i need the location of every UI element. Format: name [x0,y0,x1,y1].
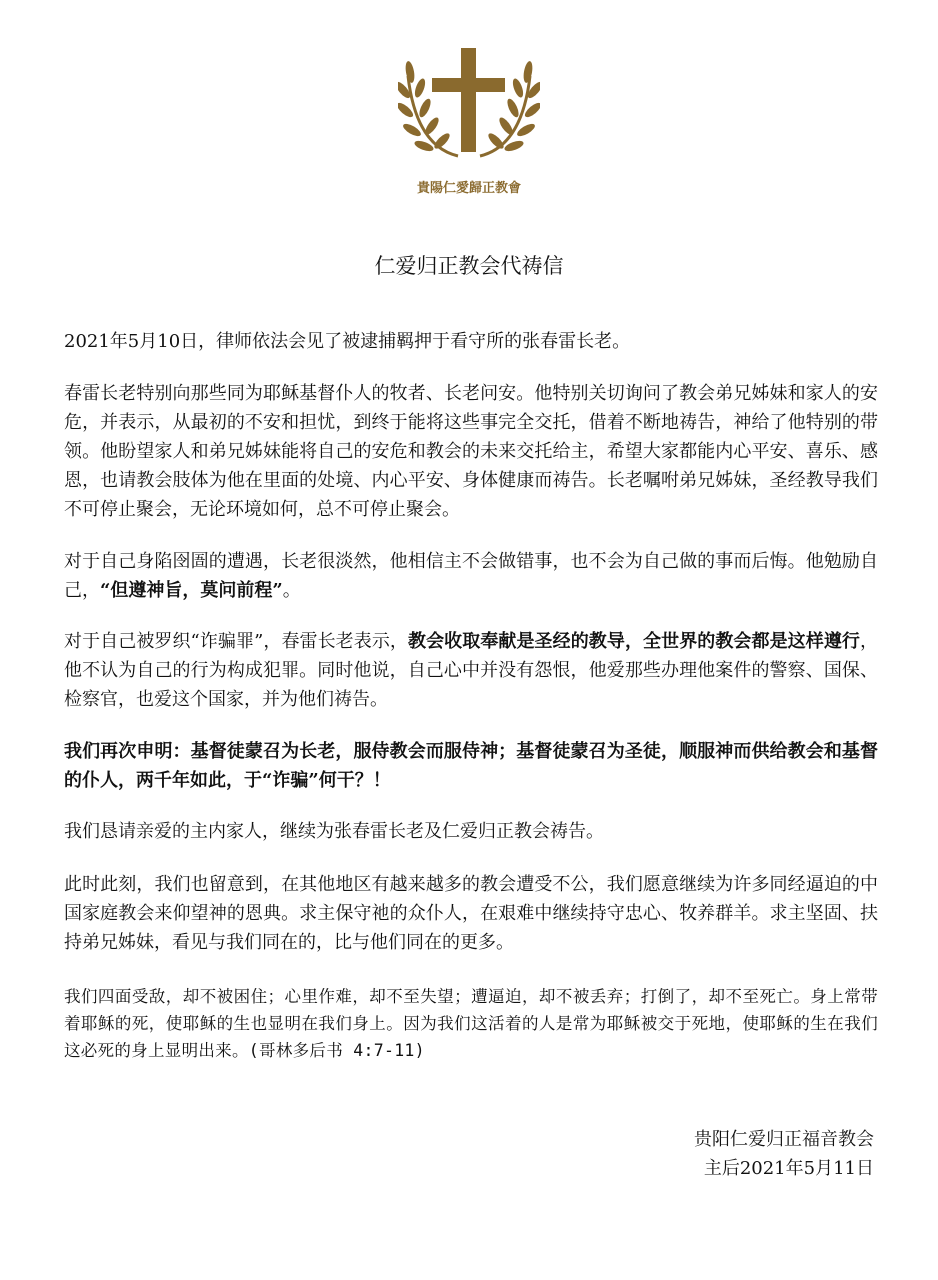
page-title: 仁爱归正教会代祷信 [374,254,564,278]
church-logo [398,46,540,196]
paragraph-3-end: 。 [282,580,301,601]
paragraph-4-rest: ，他不认为自己的行为构成犯罪。同时他说，自己心中并没有怨恨，他爱那些办理他案件的警察、国保、检察官，也爱这个国家，并为他们祷告。 [64,631,878,710]
paragraph-4-emphasis: 教会收取奉献是圣经的教导，全世界的教会都是这样遵行 [408,631,860,652]
paragraph-5-declaration: 我们再次申明：基督徒蒙召为长老，服侍教会而服侍神；基督徒蒙召为圣徒，顺服神而供给教会和基督的仆人，两千年如此，于“诈骗”何干？！ [64,741,878,791]
paragraph-4-text: 对于自己被罗织“诈骗罪”，春雷长老表示， [64,631,408,652]
paragraph-1: 2021年5月10日，律师依法会见了被逮捕羁押于看守所的张春雷长老。 [64,331,631,352]
cross-wreath-icon [398,46,540,196]
paragraph-3 [64,547,878,605]
logo-caption: 貴陽仁愛歸正教會 [416,181,522,196]
signature-church: 贵阳仁爱归正福音教会 [694,1129,874,1150]
scripture-quote: 我们四面受敌，却不被困住；心里作难，却不至失望；遭逼迫，却不被丢弃；打倒了，却不至死亡。身上常带着耶稣的死，使耶稣的生也显明在我们身上。因为我们这活着的人是常为耶稣被交于死地，使耶稣的生在我们这必死的身上显明出来。(哥林多后书 4:7-11) [64,987,878,1060]
paragraph-3-text: 对于自己身陷囹圄的遭遇，长老很淡然，他相信主不会做错事，也不会为自己做的事而后悔。他勉励自己， [64,551,878,601]
paragraph-7: 此时此刻，我们也留意到，在其他地区有越来越多的教会遭受不公，我们愿意继续为许多同经逼迫的中国家庭教会来仰望神的恩典。求主保守祂的众仆人，在艰难中继续持守忠心、牧养群羊。求主坚固、扶持弟兄姊妹，看见与我们同在的，比与他们同在的更多。 [64,874,878,953]
paragraph-4 [64,627,878,714]
signature-block [694,1125,874,1183]
paragraph-3-quote: “但遵神旨，莫问前程” [100,580,283,601]
paragraph-6: 我们恳请亲爱的主内家人，继续为张春雷长老及仁爱归正教会祷告。 [64,821,604,842]
paragraph-2: 春雷长老特别向那些同为耶稣基督仆人的牧者、长老问安。他特别关切询问了教会弟兄姊妹和家人的安危，并表示，从最初的不安和担忧，到终于能将这些事完全交托，借着不断地祷告，神给了他特别的带领。他盼望家人和弟兄姊妹能将自己的安危和教会的未来交托给主，希望大家都能内心平安、喜乐、感恩，也请教会肢体为他在里面的处境、内心平安、身体健康而祷告。长老嘱咐弟兄姊妹，圣经教导我们不可停止聚会，无论环境如何，总不可停止聚会。 [64,383,878,520]
signature-date: 主后2021年5月11日 [703,1158,874,1179]
